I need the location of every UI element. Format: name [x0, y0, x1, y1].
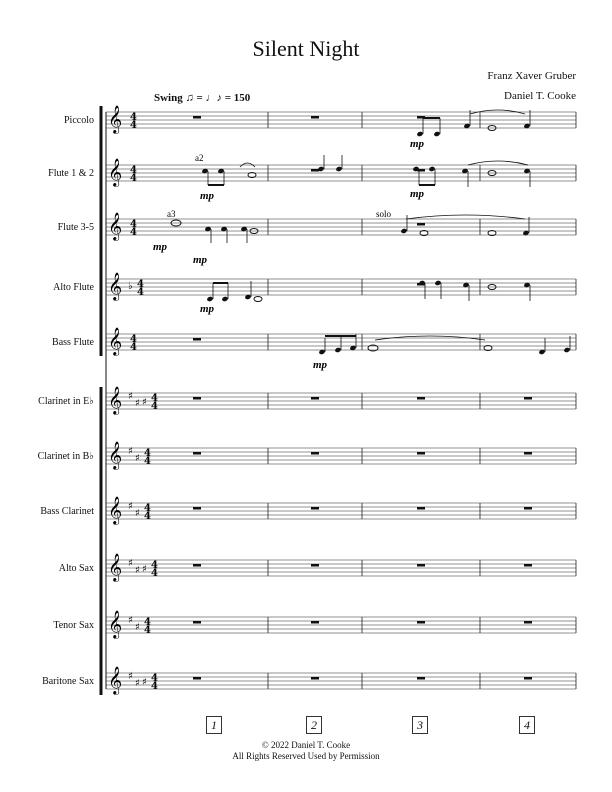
- note-head: [563, 347, 570, 353]
- a3-marking: a3: [167, 209, 176, 219]
- sharp-icon: ♯: [142, 564, 147, 575]
- whole-rest: [311, 397, 319, 400]
- time-sig-bottom: 4: [130, 342, 137, 353]
- whole-rest: [524, 507, 532, 510]
- sharp-icon: ♯: [135, 678, 140, 689]
- treble-clef-icon: 𝄞: [108, 272, 123, 300]
- time-sig-top: 4: [151, 393, 158, 404]
- time-sig-top: 4: [137, 279, 144, 290]
- tempo-bpm: = 150: [224, 92, 251, 104]
- whole-rest: [193, 338, 201, 341]
- time-sig-top: 4: [130, 165, 137, 176]
- arranger-credit: Daniel T. Cooke: [504, 90, 576, 102]
- sharp-icon: ♯: [135, 622, 140, 633]
- time-sig-top: 4: [130, 334, 137, 345]
- instrument-label: Bass Flute: [52, 337, 94, 348]
- whole-rest: [524, 564, 532, 567]
- whole-rest: [311, 564, 319, 567]
- a2-marking: a2: [195, 153, 204, 163]
- dynamic-mp: mp: [200, 190, 215, 202]
- time-sig-top: 4: [151, 560, 158, 571]
- sharp-icon: ♯: [135, 508, 140, 519]
- dynamic-mp: mp: [153, 241, 168, 253]
- whole-rest: [417, 677, 425, 680]
- instrument-label: Clarinet in E♭: [38, 396, 94, 407]
- whole-rest: [193, 116, 201, 119]
- tie: [406, 215, 525, 219]
- time-sig-top: 4: [144, 503, 151, 514]
- whole-rest: [193, 507, 201, 510]
- whole-rest: [417, 507, 425, 510]
- whole-rest: [311, 452, 319, 455]
- whole-rest: [193, 452, 201, 455]
- score-title: Silent Night: [252, 36, 360, 61]
- sharp-icon: ♯: [128, 446, 133, 457]
- sharp-icon: ♯: [128, 391, 133, 402]
- time-sig-bottom: 4: [151, 568, 158, 579]
- treble-clef-icon: 𝄞: [108, 666, 123, 694]
- whole-rest: [524, 677, 532, 680]
- whole-rest: [311, 116, 319, 119]
- instrument-label: Alto Sax: [58, 563, 94, 574]
- treble-clef-icon: 𝄞: [108, 327, 123, 355]
- note-head: [433, 131, 440, 137]
- sharp-icon: ♯: [128, 671, 133, 682]
- sharp-icon: ♯: [128, 615, 133, 626]
- time-sig-bottom: 4: [144, 511, 151, 522]
- whole-rest: [417, 223, 425, 226]
- note-head: [334, 347, 341, 353]
- treble-clef-icon: 𝄞: [108, 386, 123, 414]
- time-sig-top: 4: [130, 112, 137, 123]
- time-sig-bottom: 4: [144, 625, 151, 636]
- whole-rest: [417, 452, 425, 455]
- treble-clef-icon: 𝄞: [108, 212, 123, 240]
- tie: [468, 161, 528, 165]
- whole-rest: [311, 621, 319, 624]
- whole-rest: [417, 564, 425, 567]
- sharp-icon: ♯: [135, 398, 140, 409]
- note-head: [221, 296, 228, 302]
- composer-credit: Franz Xaver Gruber: [487, 70, 576, 82]
- dynamic-mp: mp: [410, 188, 425, 200]
- sharp-icon: ♯: [142, 677, 147, 688]
- time-sig-top: 4: [130, 219, 137, 230]
- measure-number-3: 3: [412, 716, 428, 734]
- note-head: [335, 166, 342, 172]
- note-head: [416, 131, 423, 137]
- treble-clef-icon: 𝄞: [108, 610, 123, 638]
- treble-clef-icon: 𝄞: [108, 553, 123, 581]
- whole-rest: [524, 452, 532, 455]
- solo-marking: solo: [376, 209, 392, 219]
- note-head: [206, 296, 213, 302]
- whole-rest: [311, 169, 319, 172]
- sharp-icon: ♯: [135, 565, 140, 576]
- tempo-label: Swing: [154, 92, 183, 104]
- whole-rest: [417, 621, 425, 624]
- instrument-label: Flute 1 & 2: [48, 168, 94, 179]
- whole-rest: [193, 564, 201, 567]
- instrument-label: Tenor Sax: [53, 620, 94, 631]
- measure-number-2: 2: [306, 716, 322, 734]
- flat-icon: ♭: [128, 281, 133, 292]
- sharp-icon: ♯: [142, 397, 147, 408]
- time-sig-bottom: 4: [144, 456, 151, 467]
- time-sig-bottom: 4: [130, 227, 137, 238]
- dynamic-mp: mp: [200, 303, 215, 315]
- sharp-icon: ♯: [128, 501, 133, 512]
- time-sig-top: 4: [144, 448, 151, 459]
- whole-rest: [524, 621, 532, 624]
- time-sig-bottom: 4: [130, 173, 137, 184]
- time-sig-top: 4: [144, 617, 151, 628]
- whole-rest: [193, 677, 201, 680]
- whole-rest: [193, 621, 201, 624]
- note-head: [434, 280, 441, 286]
- dynamic-mp: mp: [410, 138, 425, 150]
- instrument-label: Baritone Sax: [42, 676, 94, 687]
- time-sig-top: 4: [151, 673, 158, 684]
- note-head: [400, 228, 407, 234]
- whole-rest: [417, 397, 425, 400]
- sharp-icon: ♯: [128, 558, 133, 569]
- whole-rest: [524, 397, 532, 400]
- treble-clef-icon: 𝄞: [108, 158, 123, 186]
- instrument-label: Alto Flute: [53, 282, 94, 293]
- copyright-line: © 2022 Daniel T. Cooke: [261, 740, 351, 750]
- measure-number-1: 1: [206, 716, 222, 734]
- time-sig-bottom: 4: [137, 287, 144, 298]
- whole-rest: [193, 397, 201, 400]
- swing-notes-icon: ♫: [185, 92, 194, 104]
- half-note: [254, 297, 262, 302]
- time-sig-bottom: 4: [151, 681, 158, 692]
- whole-rest: [311, 677, 319, 680]
- instrument-label: Bass Clarinet: [40, 506, 94, 517]
- instrument-label: Clarinet in B♭: [37, 451, 94, 462]
- rights-line: All Rights Reserved Used by Permission: [232, 751, 380, 761]
- instrument-label: Flute 3-5: [57, 222, 94, 233]
- whole-rest: [311, 507, 319, 510]
- tempo-equals-symbol: =: [196, 92, 203, 104]
- sharp-icon: ♯: [135, 453, 140, 464]
- dynamic-mp: mp: [313, 359, 328, 371]
- measure-number-4: 4: [519, 716, 535, 734]
- treble-clef-icon: 𝄞: [108, 105, 123, 133]
- dynamic-mp: mp: [193, 254, 208, 266]
- treble-clef-icon: 𝄞: [108, 496, 123, 524]
- triplet-notes-icon: ♩♪: [205, 92, 223, 104]
- treble-clef-icon: 𝄞: [108, 441, 123, 469]
- instrument-label: Piccolo: [64, 115, 94, 126]
- note-head: [428, 166, 435, 172]
- time-sig-bottom: 4: [151, 401, 158, 412]
- time-sig-bottom: 4: [130, 120, 137, 131]
